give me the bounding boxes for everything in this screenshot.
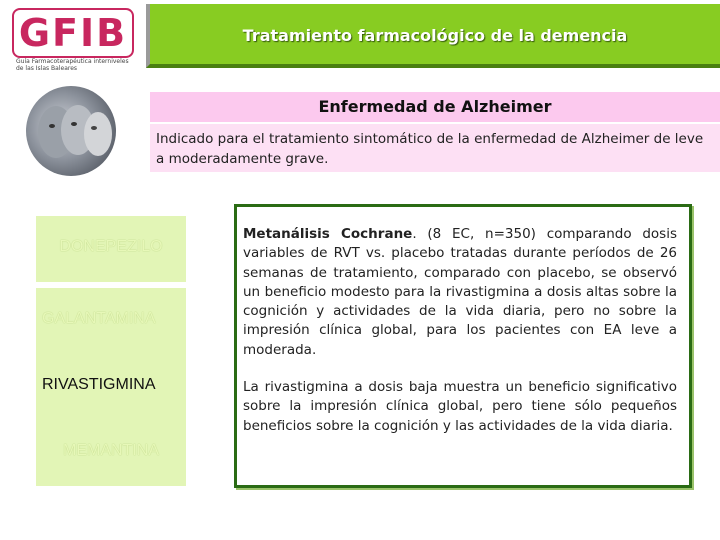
page-title: Tratamiento farmacológico de la demencia	[242, 26, 628, 45]
elderly-faces-image	[26, 86, 116, 176]
logo-frame	[12, 8, 134, 58]
eye-mark	[49, 124, 55, 128]
evidence-box	[234, 204, 692, 488]
indication-text: Indicado para el tratamiento sintomático de la enfermedad de Alzheimer de leve a moderadamente grave.	[150, 124, 720, 172]
section-title: Enfermedad de Alzheimer	[318, 97, 552, 116]
face-shape-right	[84, 112, 112, 156]
drug-memantina[interactable]	[36, 420, 186, 486]
logo-text: GFIB	[18, 11, 128, 55]
eye-mark	[91, 126, 97, 130]
drug-label: DONEPEZILO	[59, 238, 163, 255]
drug-donepezilo[interactable]	[36, 216, 186, 282]
header-bar	[146, 4, 720, 68]
low-dose-paragraph: La rivastigmina a dosis baja muestra un beneficio significativo sobre la impresión clínica global, pero tiene sólo pequeños beneficios sobre la cognición y las actividades de la vida diaria.	[243, 379, 677, 434]
cochrane-paragraph	[243, 225, 677, 360]
drug-label: MEMANTINA	[63, 442, 159, 459]
drug-galantamina[interactable]	[36, 288, 186, 354]
drug-label: GALANTAMINA	[42, 310, 156, 327]
eye-mark	[71, 122, 77, 126]
faces-illustration	[26, 86, 116, 176]
gfib-logo	[8, 6, 134, 78]
drug-label: RIVASTIGMINA	[42, 376, 156, 393]
drug-rivastigmina[interactable]	[36, 354, 186, 420]
cochrane-body: . (8 EC, n=350) comparando dosis variables de RVT vs. placebo tratadas durante períodos de 26 semanas de tratamiento, comparado con placebo, se observó un beneficio modesto para la rivastigmina a dosis altas sobre la cognición y actividades de la vida diaria, pero no sobre la impresión clínica global, para los pacientes con EA leve a moderada.	[243, 226, 677, 358]
logo-subtitle: Guía Farmacoterapéutica interniveles de las Islas Baleares	[16, 58, 129, 72]
cochrane-heading: Metanálisis Cochrane	[243, 226, 413, 242]
section-title-band	[150, 92, 720, 122]
